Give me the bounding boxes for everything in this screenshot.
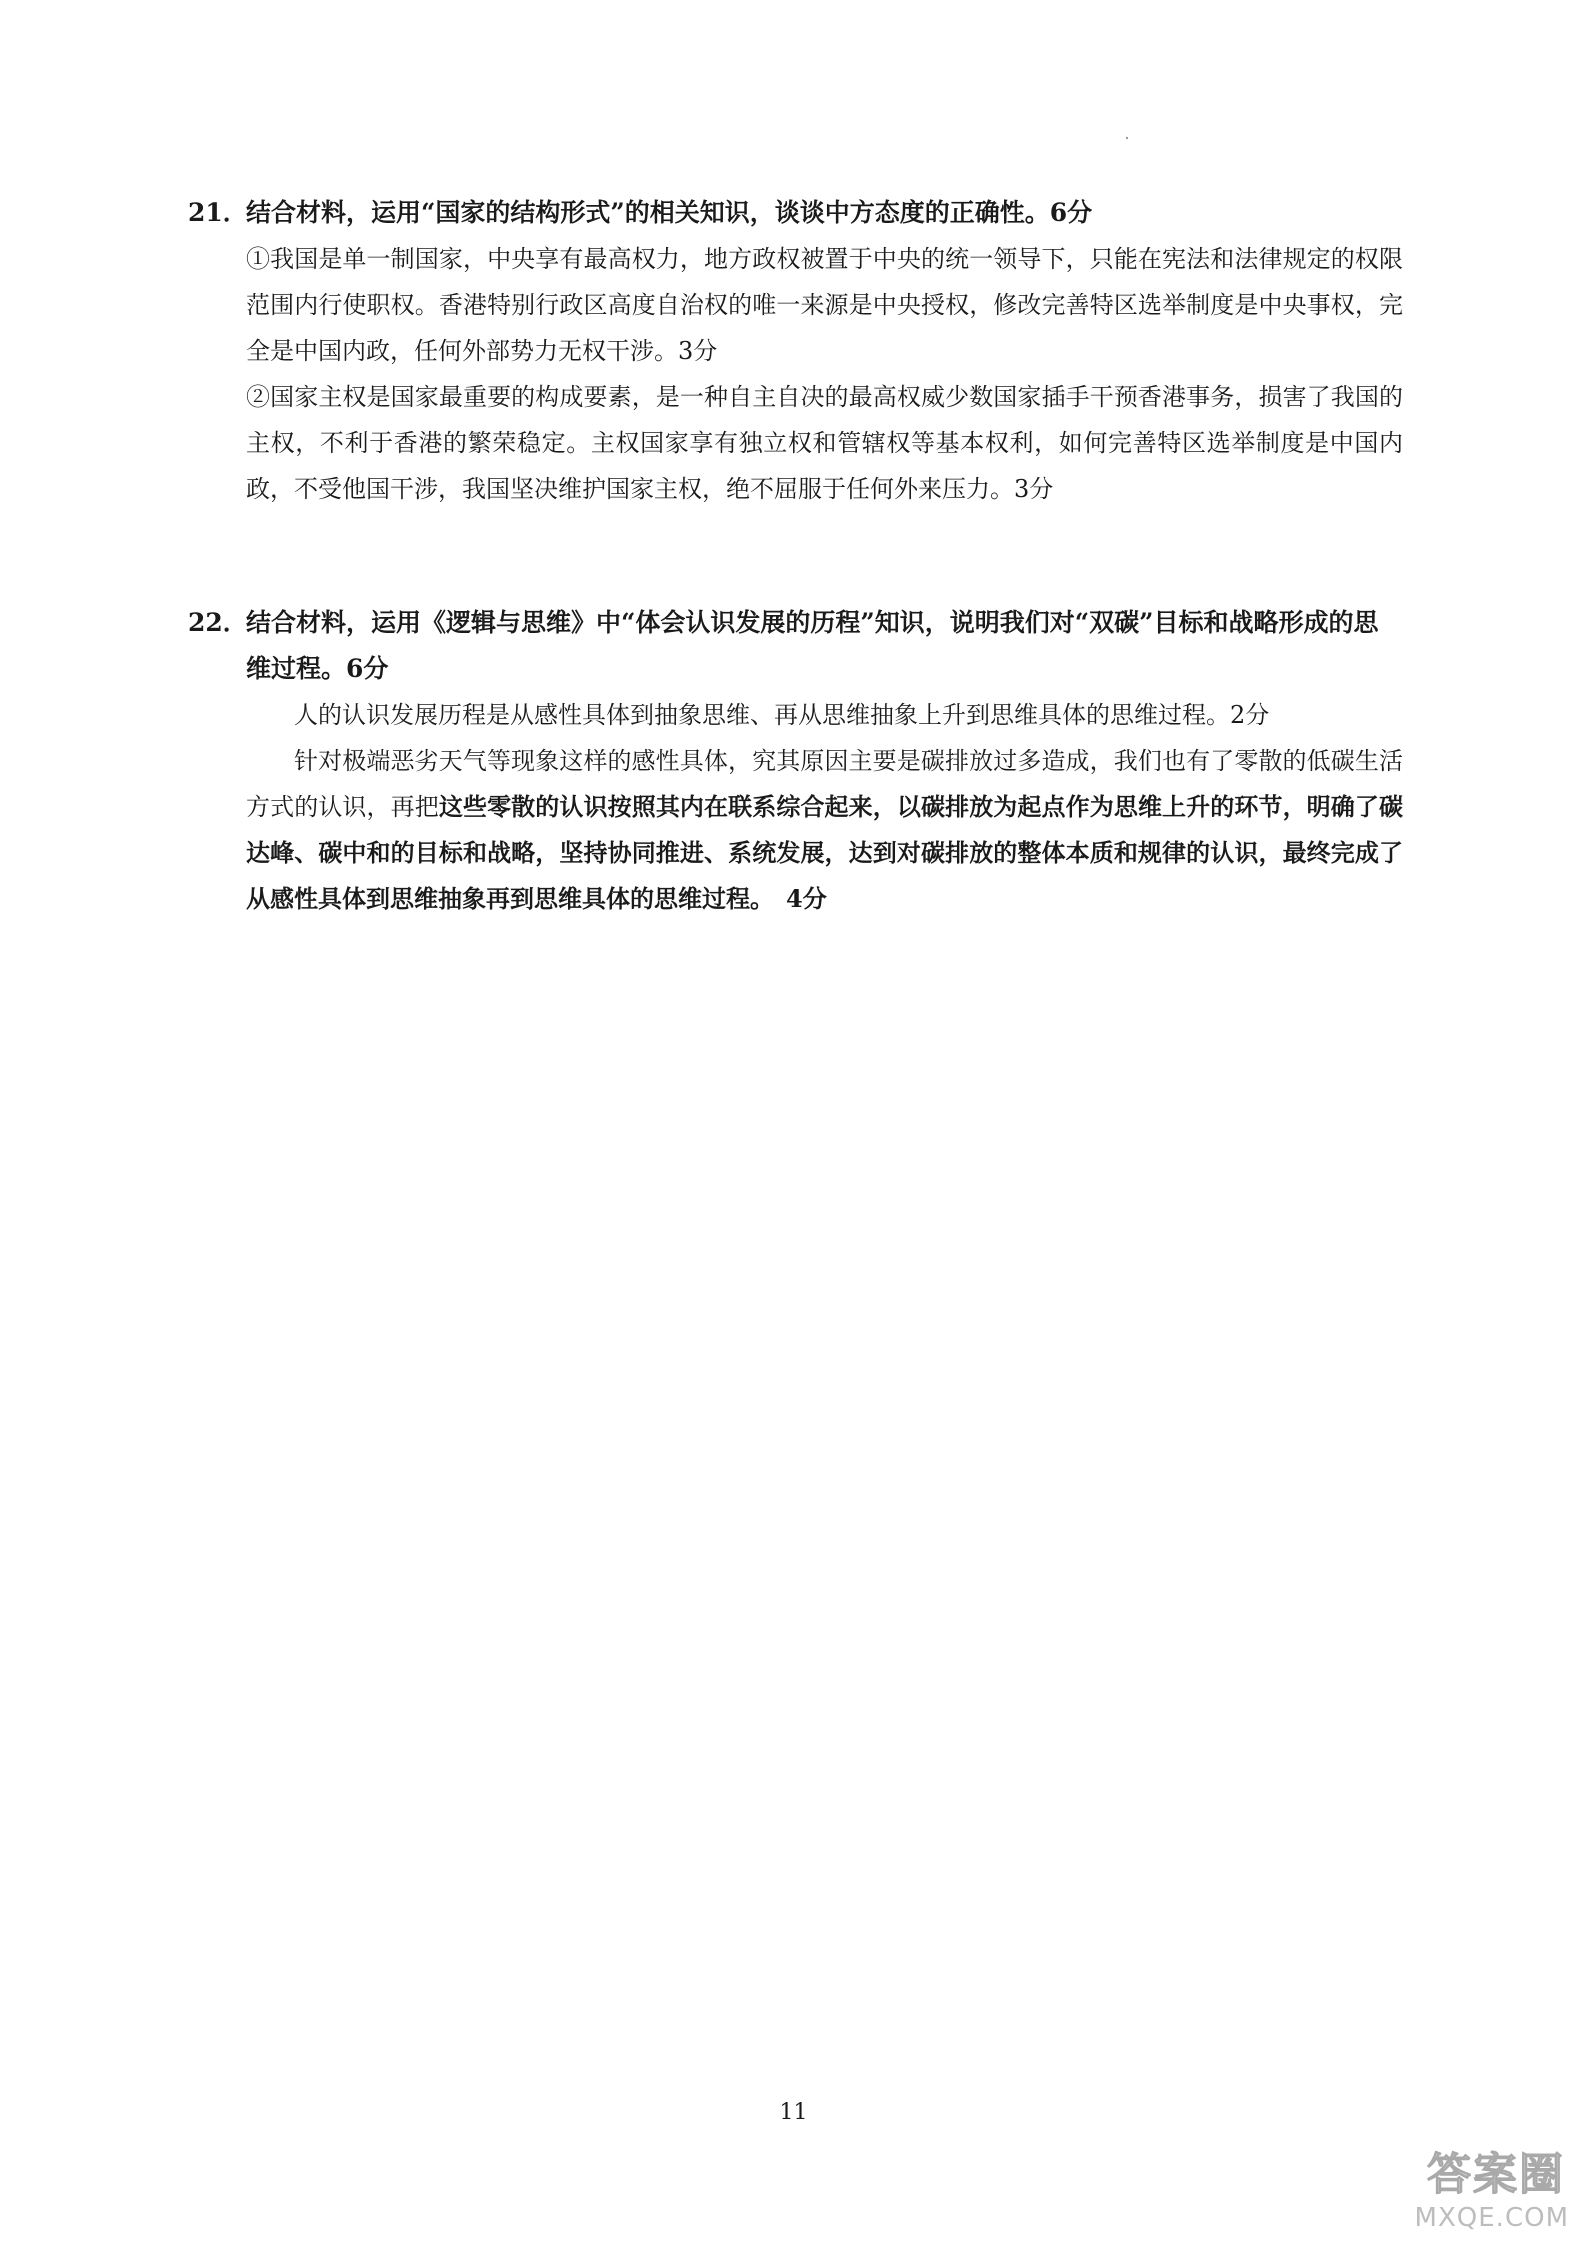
question-21-answer-point-2: ②国家主权是国家最重要的构成要素，是一种自主自决的最高权威少数国家插手干预香港事务，损害了我国的主权，不利于香港的繁荣稳定。主权国家享有独立权和管辖权等基本权利，如何完善特区选举制度是中国内政，不受他国干涉，我国坚决维护国家主权，绝不屈服于任何外来压力。3分 — [246, 383, 1403, 503]
question-22-heading — [188, 600, 1403, 692]
scan-speck — [1126, 137, 1128, 139]
question-22-answer — [246, 692, 1403, 922]
watermark-url: MXQE.COM — [1414, 2203, 1569, 2233]
page-number: 11 — [779, 2100, 808, 2125]
question-22-answer-paragraph-1: 人的认识发展历程是从感性具体到抽象思维、再从思维抽象上升到思维具体的思维过程。2分 — [294, 701, 1270, 729]
question-22-number: 22． — [188, 608, 248, 637]
question-21-number: 21． — [188, 198, 248, 227]
question-22-prompt: 结合材料，运用《逻辑与思维》中“体会认识发展的历程”知识，说明我们对“双碳”目标和战略形成的思维过程。6分 — [246, 608, 1379, 683]
question-21 — [188, 190, 1403, 512]
question-21-prompt: 结合材料，运用“国家的结构形式”的相关知识，谈谈中方态度的正确性。6分 — [246, 198, 1093, 227]
question-21-answer-point-1: ①我国是单一制国家，中央享有最高权力，地方政权被置于中央的统一领导下，只能在宪法和法律规定的权限范围内行使职权。香港特别行政区高度自治权的唯一来源是中央授权，修改完善特区选举制度是中央事权，完全是中国内政，任何外部势力无权干涉。3分 — [246, 245, 1403, 365]
question-22 — [188, 600, 1403, 922]
question-22-answer-bold-text: 这些零散的认识按照其内在联系综合起来，以碳排放为起点作为思维上升的环节，明确了碳达峰、碳中和的目标和战略，坚持协同推进、系统发展，达到对碳排放的整体本质和规律的认识，最终完成了从感性具体到思维抽象再到思维具体的思维过程。 4分 — [246, 792, 1404, 913]
question-21-heading — [188, 190, 1403, 236]
question-22-answer-normal-text: 针对极端恶劣天气等现象这样的感性具体，究其原因主要是碳排放过多造成，我们也有了零散的低碳生活方式的认识，再把 — [246, 747, 1403, 821]
watermark-logo-text: 答案圈 — [1427, 2149, 1565, 2200]
question-22-answer-paragraph-2 — [246, 738, 1403, 922]
watermark-logo — [1339, 2138, 1569, 2233]
question-21-answer — [246, 236, 1403, 512]
